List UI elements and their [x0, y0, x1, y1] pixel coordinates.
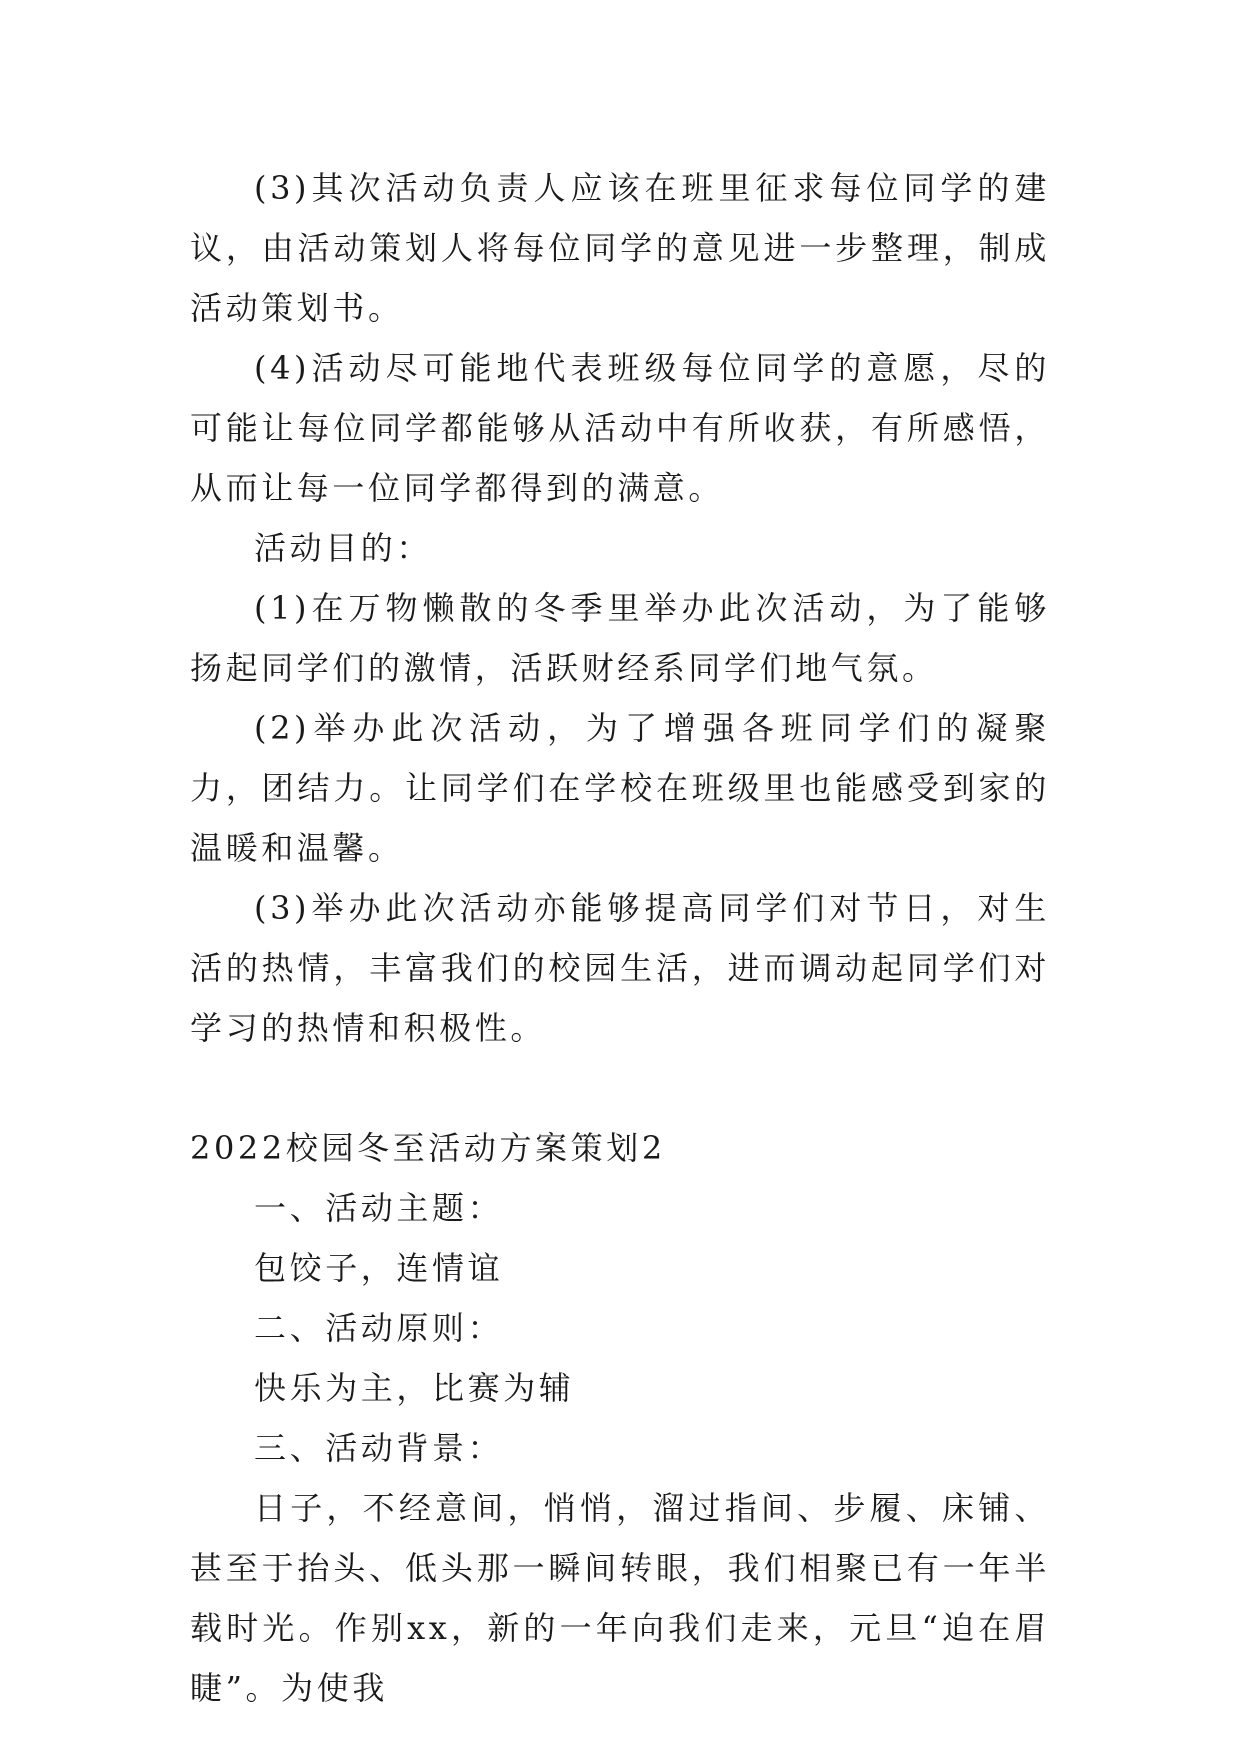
- section-gap: [190, 1058, 1050, 1118]
- paragraph: 二、活动原则：: [254, 1309, 504, 1347]
- paragraph: 日子，不经意间，悄悄，溜过指间、步履、床铺、甚至于抬头、低头那一瞬间转眼，我们相聚已有一年半载时光。作别xx，新的一年向我们走来，元旦“迫在眉睫”。为使我: [190, 1489, 1050, 1707]
- paragraph: 三、活动背景：: [254, 1429, 504, 1467]
- paragraph: (4)活动尽可能地代表班级每位同学的意愿，尽的可能让每位同学都能够从活动中有所收获，有所感悟，从而让每一位同学都得到的满意。: [190, 349, 1050, 507]
- paragraph: 快乐为主，比赛为辅: [254, 1369, 575, 1407]
- document-page: [190, 158, 1050, 1718]
- paragraph: (3)举办此次活动亦能够提高同学们对节日，对生活的热情，丰富我们的校园生活，进而调动起同学们对学习的热情和积极性。: [190, 889, 1050, 1047]
- section-title: 2022校园冬至活动方案策划2: [190, 1129, 666, 1167]
- paragraph: (3)其次活动负责人应该在班里征求每位同学的建议，由活动策划人将每位同学的意见进一步整理，制成活动策划书。: [190, 169, 1050, 327]
- paragraph: (2)举办此次活动，为了增强各班同学们的凝聚力，团结力。让同学们在学校在班级里也能感受到家的温暖和温馨。: [190, 709, 1050, 867]
- paragraph: (1)在万物懒散的冬季里举办此次活动，为了能够扬起同学们的激情，活跃财经系同学们地气氛。: [190, 589, 1050, 687]
- paragraph: 一、活动主题：: [254, 1189, 504, 1227]
- paragraph: 包饺子，连情谊: [254, 1249, 504, 1287]
- paragraph: 活动目的：: [254, 529, 433, 567]
